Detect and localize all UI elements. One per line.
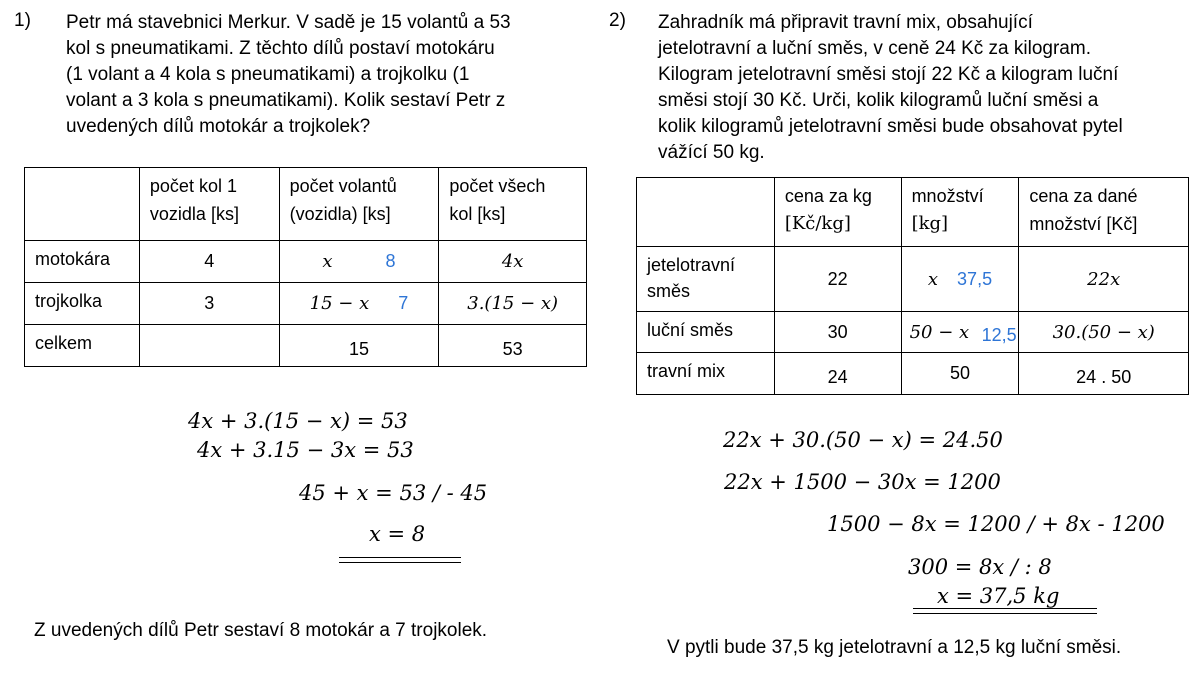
equation-line: 22x + 30.(50 − x) = 24.50 xyxy=(723,428,1003,452)
equation-line: 4x + 3.(15 − x) = 53 xyxy=(188,409,408,433)
double-underline xyxy=(339,557,461,563)
cell-price: 24 xyxy=(774,353,901,395)
header-cost: cena za dané množství [Kč] xyxy=(1019,178,1189,247)
header-total-wheels: počet všech kol [ks] xyxy=(439,168,587,241)
problem-1-answer: Z uvedených dílů Petr sestaví 8 motokár a 7 trojkolek. xyxy=(34,620,488,641)
cell-quantity: 50 − x 12,5 xyxy=(901,312,1019,353)
cell-cost: 22x xyxy=(1019,247,1189,312)
table-row xyxy=(637,353,1189,395)
cell-steering: 15 xyxy=(279,325,439,367)
problem-2-line: jetelotravní a luční směs, v ceně 24 Kč za kilogram. xyxy=(658,38,1091,59)
cell-total: 3.(15 − x) xyxy=(439,283,587,325)
header-price-per-kg: cena za kg [Kč/kg] xyxy=(774,178,901,247)
problem-1-number: 1) xyxy=(14,10,31,31)
cell-total: 4x xyxy=(439,241,587,283)
problem-1-text xyxy=(66,10,586,140)
equation-line: 45 + x = 53 / - 45 xyxy=(299,481,488,505)
problem-2-line: kolik kilogramů jetelotravní směsi bude obsahovat pytel xyxy=(658,116,1123,137)
solution-value: 7 xyxy=(398,293,409,313)
cell-wheels: 4 xyxy=(139,241,279,283)
table-row xyxy=(25,325,587,367)
result-equation: x = 37,5 kg xyxy=(937,584,1060,608)
cell-total: 53 xyxy=(439,325,587,367)
problem-2-number: 2) xyxy=(609,10,626,31)
cell-wheels xyxy=(139,325,279,367)
cell-cost: 24 . 50 xyxy=(1019,353,1189,395)
row-label: jetelotravní směs xyxy=(637,247,775,312)
table-row xyxy=(25,241,587,283)
problem-1-table xyxy=(24,167,587,367)
header-quantity: množství [kg] xyxy=(901,178,1019,247)
cell-wheels: 3 xyxy=(139,283,279,325)
cell-price: 22 xyxy=(774,247,901,312)
table-row xyxy=(25,283,587,325)
equation-line: 4x + 3.15 − 3x = 53 xyxy=(197,438,414,462)
header-wheels: počet kol 1 vozidla [ks] xyxy=(139,168,279,241)
problem-2-line: směsi stojí 30 Kč. Urči, kolik kilogramů luční směsi a xyxy=(658,90,1099,111)
problem-1-line: Petr má stavebnici Merkur. V sadě je 15 volantů a 53 xyxy=(66,12,511,33)
table-row xyxy=(637,312,1189,353)
header-steering: počet volantů (vozidla) [ks] xyxy=(279,168,439,241)
row-label: celkem xyxy=(25,325,140,367)
problem-2-table xyxy=(636,177,1189,395)
problem-1-line: volant a 3 kola s pneumatikami). Kolik sestaví Petr z xyxy=(66,90,506,111)
problem-2-line: Kilogram jetelotravní směsi stojí 22 Kč a kilogram luční xyxy=(658,64,1119,85)
double-underline xyxy=(913,608,1097,614)
cell-steering: x 8 xyxy=(279,241,439,283)
result-equation: x = 8 xyxy=(369,522,426,546)
table-row xyxy=(637,247,1189,312)
cell-price: 30 xyxy=(774,312,901,353)
problem-2-answer: V pytli bude 37,5 kg jetelotravní a 12,5 kg luční směsi. xyxy=(667,637,1122,658)
cell-quantity: x 37,5 xyxy=(901,247,1019,312)
row-label: luční směs xyxy=(637,312,775,353)
problem-2-line: Zahradník má připravit travní mix, obsahující xyxy=(658,12,1033,33)
equation-line: 1500 − 8x = 1200 / + 8x - 1200 xyxy=(827,512,1165,536)
solution-value: 8 xyxy=(385,251,396,271)
row-label: travní mix xyxy=(637,353,775,395)
solution-value: 37,5 xyxy=(957,268,993,289)
cell-cost: 30.(50 − x) xyxy=(1019,312,1189,353)
cell-steering: 15 − x 7 xyxy=(279,283,439,325)
row-label: trojkolka xyxy=(25,283,140,325)
equation-line: 22x + 1500 − 30x = 1200 xyxy=(724,470,1001,494)
table-corner-cell xyxy=(637,178,775,247)
problem-1-line: (1 volant a 4 kola s pneumatikami) a trojkolku (1 xyxy=(66,64,470,85)
row-label: motokára xyxy=(25,241,140,283)
problem-1-line: uvedených dílů motokár a trojkolek? xyxy=(66,116,371,137)
solution-value: 12,5 xyxy=(981,325,1017,345)
table-corner-cell xyxy=(25,168,140,241)
problem-2-line: vážící 50 kg. xyxy=(658,142,765,163)
problem-2-text xyxy=(658,10,1180,166)
equation-line: 300 = 8x / : 8 xyxy=(908,555,1052,579)
problem-1-line: kol s pneumatikami. Z těchto dílů postaví motokáru xyxy=(66,38,495,59)
cell-quantity: 50 xyxy=(901,353,1019,395)
